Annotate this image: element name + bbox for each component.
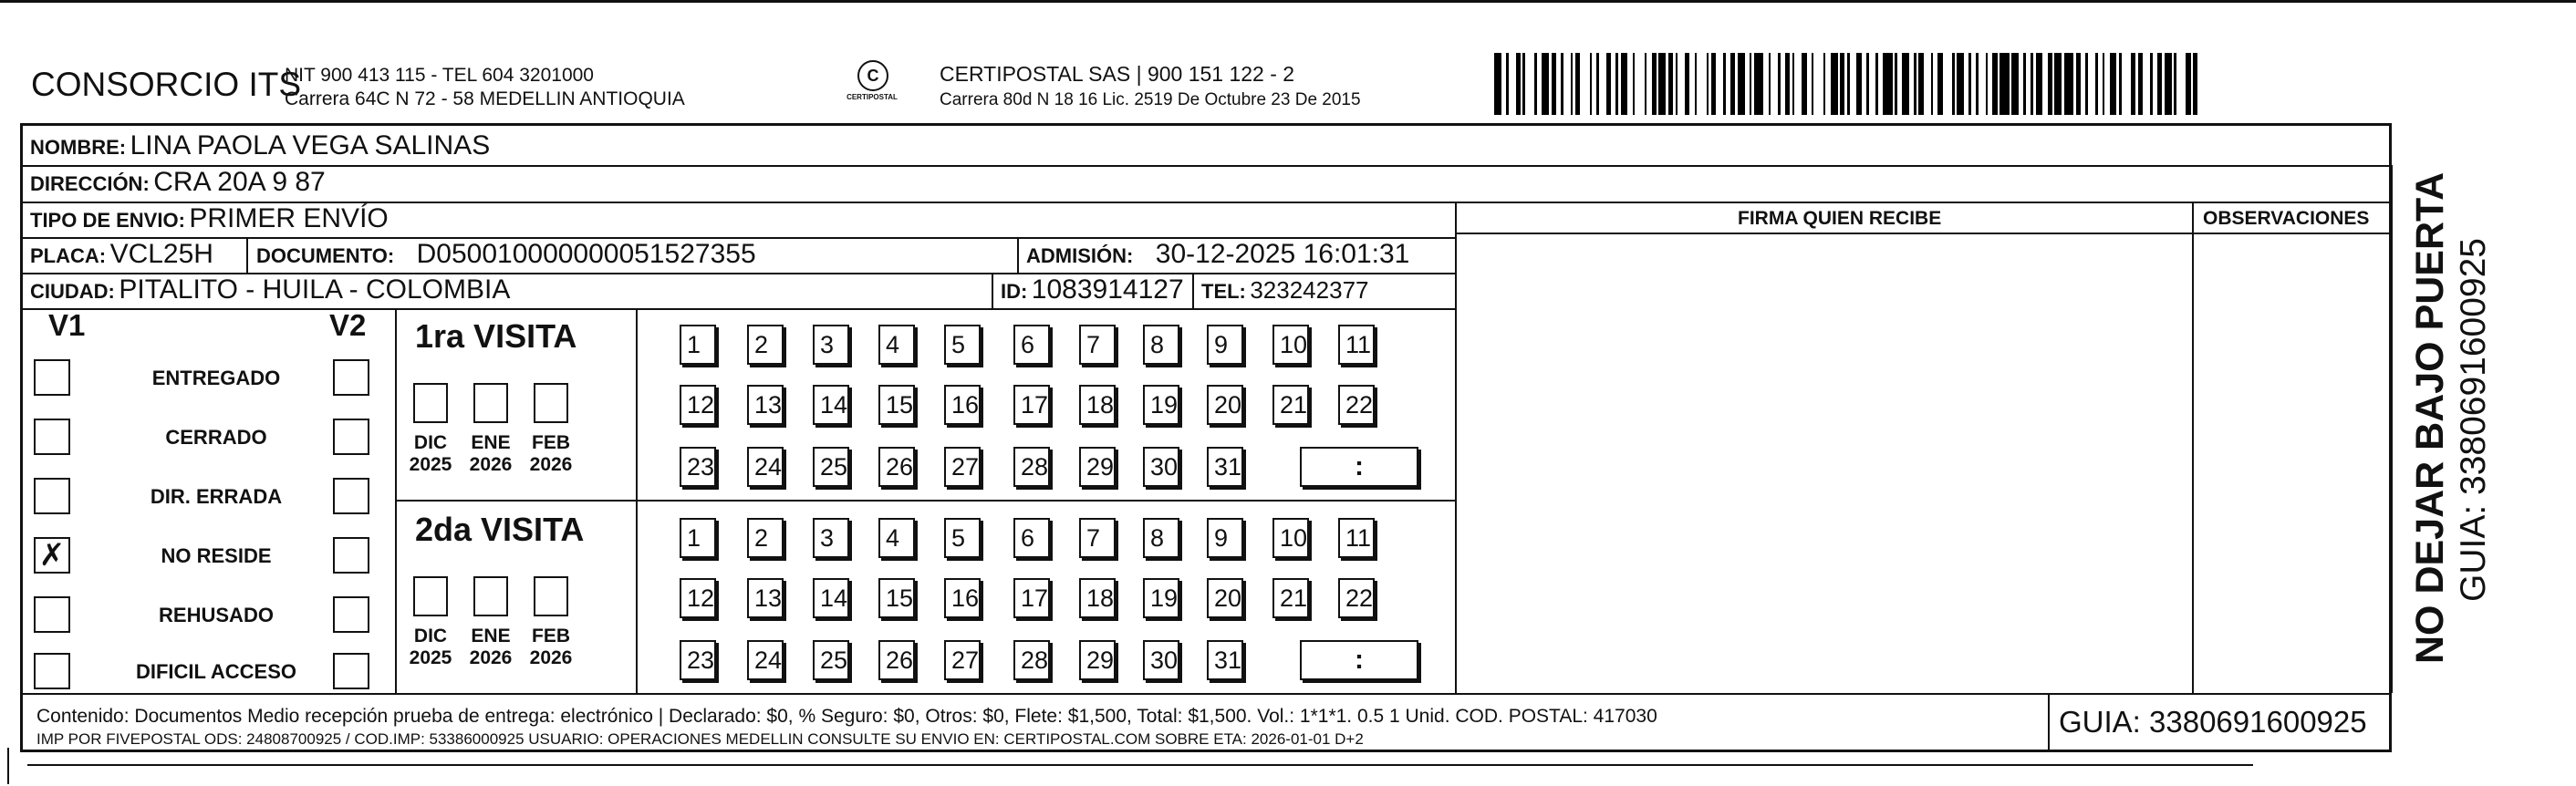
admision-value: 30-12-2025 16:01:31 <box>1155 239 1410 269</box>
month-checkbox[interactable] <box>534 576 568 616</box>
barcode-bar <box>1754 53 1763 115</box>
barcode-bar <box>1509 53 1516 115</box>
day-box[interactable]: 30 <box>1143 447 1179 487</box>
day-box[interactable]: 2 <box>747 325 784 365</box>
day-box[interactable]: 28 <box>1013 447 1050 487</box>
day-box[interactable]: 22 <box>1338 578 1375 618</box>
firma-header: FIRMA QUIEN RECIBE <box>1738 208 1942 229</box>
logo-text: CERTIPOSTAL <box>847 93 898 101</box>
company-name: CONSORCIO ITS <box>31 66 302 103</box>
month-year: 2026 <box>529 454 573 475</box>
day-box[interactable]: 15 <box>878 385 915 425</box>
status-option-label: NO RESIDE <box>161 544 272 567</box>
barcode-bar <box>1813 53 1823 115</box>
day-box[interactable]: 13 <box>747 578 784 618</box>
month-year: 2025 <box>409 647 452 668</box>
day-box[interactable]: 11 <box>1338 518 1375 558</box>
v1-checkbox[interactable] <box>34 537 70 574</box>
barcode-bar <box>1924 53 1931 115</box>
month-checkbox[interactable] <box>473 383 508 423</box>
day-box[interactable]: 8 <box>1143 325 1179 365</box>
month-name: DIC <box>413 432 448 453</box>
day-box[interactable]: 1 <box>680 325 716 365</box>
day-box[interactable]: 8 <box>1143 518 1179 558</box>
day-box[interactable]: 17 <box>1013 385 1050 425</box>
barcode-bar <box>1850 53 1857 115</box>
barcode-bar <box>2000 53 2009 115</box>
day-box[interactable]: 29 <box>1079 640 1116 680</box>
day-box[interactable]: 13 <box>747 385 784 425</box>
day-box[interactable]: 20 <box>1207 578 1243 618</box>
day-box[interactable]: 20 <box>1207 385 1243 425</box>
status-option-label: DIR. ERRADA <box>150 485 283 508</box>
day-box[interactable]: 3 <box>813 325 849 365</box>
barcode-bar <box>2064 53 2073 115</box>
certipostal-info <box>940 62 1361 110</box>
v2-checkbox[interactable] <box>333 653 369 689</box>
barcode-bar <box>2110 53 2117 115</box>
day-box[interactable]: 6 <box>1013 518 1050 558</box>
documento-value: D050010000000051527355 <box>416 239 756 269</box>
month-name: ENE <box>471 432 511 453</box>
v2-header: V2 <box>329 308 367 342</box>
day-box[interactable]: 31 <box>1207 640 1243 680</box>
id-label: ID: <box>1001 280 1028 303</box>
barcode-bar <box>2165 53 2172 115</box>
v1-checkbox[interactable] <box>34 653 70 689</box>
barcode <box>1494 53 2206 115</box>
day-box[interactable]: 21 <box>1272 385 1309 425</box>
barcode-bar <box>1697 53 1706 115</box>
day-box[interactable]: 15 <box>878 578 915 618</box>
v2-checkbox[interactable] <box>333 419 369 455</box>
v2-checkbox[interactable] <box>333 537 369 574</box>
day-box[interactable]: 19 <box>1143 578 1179 618</box>
barcode-bar <box>1563 53 1571 115</box>
v2-checkbox[interactable] <box>333 359 369 396</box>
barcode-bar <box>1869 53 1876 115</box>
barcode-bar <box>2011 53 2019 115</box>
barcode-bar <box>1580 53 1589 115</box>
day-box[interactable]: 28 <box>1013 640 1050 680</box>
month-checkbox[interactable] <box>413 576 448 616</box>
address-line: Carrera 64C N 72 - 58 MEDELLIN ANTIOQUIA <box>285 88 685 109</box>
delivery-form <box>20 123 2392 752</box>
footer-line-1: Contenido: Documentos Medio recepción prueba de entrega: electrónico | Declarado: $0, % Seguro: $0, Otros: $0, Flete: $1,500, Total: $1,500. Vol.: 1*1*1. 0.5 1 Unid. COD. POSTAL: 417030 <box>36 706 1657 727</box>
month-name: DIC <box>413 626 448 646</box>
v1-checkbox[interactable] <box>34 596 70 633</box>
id-value: 1083914127 <box>1031 274 1184 305</box>
barcode-bar <box>2122 53 2131 115</box>
day-box[interactable]: 7 <box>1079 325 1116 365</box>
tel-label: TEL: <box>1201 280 1246 303</box>
month-name: ENE <box>471 626 511 646</box>
day-box[interactable]: 4 <box>878 325 915 365</box>
direccion-row <box>30 167 326 198</box>
barcode-bar <box>2143 53 2150 115</box>
direccion-value: CRA 20A 9 87 <box>153 167 326 197</box>
v1-checkbox[interactable] <box>34 359 70 396</box>
barcode-bar <box>1494 53 1501 115</box>
barcode-bar <box>1621 53 1628 115</box>
day-box[interactable]: 14 <box>813 578 849 618</box>
barcode-bar <box>1794 53 1802 115</box>
v2-checkbox[interactable] <box>333 596 369 633</box>
tel-field <box>1201 276 1368 305</box>
barcode-bar <box>1635 53 1644 115</box>
direccion-label: DIRECCIÓN: <box>30 172 150 195</box>
side-guia-text: GUIA: 3380691600925 <box>2454 238 2493 602</box>
barcode-bar <box>1957 53 1964 115</box>
day-box[interactable]: 24 <box>747 447 784 487</box>
day-box[interactable]: 23 <box>680 640 716 680</box>
certipostal-logo <box>839 60 905 111</box>
month-label <box>465 432 516 476</box>
month-name: FEB <box>532 432 570 453</box>
footer-line-2: IMP POR FIVEPOSTAL ODS: 24808700925 / COD.IMP: 53386000925 USUARIO: OPERACIONES MEDELLIN CONSULTE SU ENVIO EN: CERTIPOSTAL.COM SOBRE ETA: 2026-01-01 D+2 <box>36 730 1364 748</box>
v1-checkbox[interactable] <box>34 478 70 514</box>
observaciones-header: OBSERVACIONES <box>2203 208 2370 229</box>
month-label <box>405 626 456 669</box>
v1-checkbox[interactable] <box>34 419 70 455</box>
day-box[interactable]: 3 <box>813 518 849 558</box>
barcode-bar <box>2176 53 2186 115</box>
day-box[interactable]: 5 <box>944 325 981 365</box>
logo-mark-icon: C <box>857 60 888 91</box>
nombre-row <box>30 130 490 161</box>
day-box[interactable]: 26 <box>878 640 915 680</box>
no-dejar-text: NO DEJAR BAJO PUERTA <box>2408 171 2452 664</box>
month-year: 2025 <box>409 454 452 475</box>
ciudad-value: PITALITO - HUILA - COLOMBIA <box>119 274 511 305</box>
company-info <box>285 64 685 111</box>
month-year: 2026 <box>469 647 513 668</box>
v1-header: V1 <box>48 308 86 342</box>
day-box[interactable]: 21 <box>1272 578 1309 618</box>
nit-line: NIT 900 413 115 - TEL 604 3201000 <box>285 65 594 86</box>
day-box[interactable]: 2 <box>747 518 784 558</box>
day-box[interactable]: 31 <box>1207 447 1243 487</box>
month-year: 2026 <box>529 647 573 668</box>
month-year: 2026 <box>469 454 513 475</box>
month-checkbox[interactable] <box>534 383 568 423</box>
barcode-bar <box>1771 53 1778 115</box>
day-box[interactable]: 5 <box>944 518 981 558</box>
month-label <box>405 432 456 476</box>
barcode-bar <box>2088 53 2095 115</box>
placa-field <box>30 239 213 270</box>
barcode-bar <box>1738 53 1745 115</box>
bottom-rule <box>27 764 2253 766</box>
status-option-label: CERRADO <box>165 426 267 449</box>
day-box[interactable]: 27 <box>944 640 981 680</box>
tipo-row <box>30 203 389 234</box>
nombre-value: LINA PAOLA VEGA SALINAS <box>130 130 491 160</box>
tel-value: 323242377 <box>1250 276 1369 304</box>
barcode-bar <box>1678 53 1685 115</box>
day-box[interactable]: 9 <box>1207 518 1243 558</box>
day-box[interactable]: 7 <box>1079 518 1116 558</box>
first-visit-title: 1ra VISITA <box>415 317 577 355</box>
day-box[interactable]: 23 <box>680 447 716 487</box>
documento-field <box>256 239 756 270</box>
day-box[interactable]: 14 <box>813 385 849 425</box>
barcode-bar <box>1902 53 1909 115</box>
top-border <box>0 0 2576 32</box>
month-checkbox[interactable] <box>413 383 448 423</box>
day-box[interactable]: 18 <box>1079 578 1116 618</box>
day-box[interactable]: 24 <box>747 640 784 680</box>
barcode-bar <box>1542 53 1549 115</box>
barcode-bar <box>1979 53 1986 115</box>
month-label <box>525 626 576 669</box>
placa-label: PLACA: <box>30 244 107 267</box>
tipo-label: TIPO DE ENVIO: <box>30 209 185 232</box>
v2-checkbox[interactable] <box>333 478 369 514</box>
barcode-bar <box>1599 53 1606 115</box>
month-label <box>525 432 576 476</box>
day-box[interactable]: 27 <box>944 447 981 487</box>
day-box[interactable]: 12 <box>680 578 716 618</box>
day-box[interactable]: 9 <box>1207 325 1243 365</box>
id-field <box>1001 274 1184 305</box>
time-field[interactable]: : <box>1300 640 1418 680</box>
day-box[interactable]: 16 <box>944 578 981 618</box>
second-visit-title: 2da VISITA <box>415 511 585 548</box>
barcode-bar <box>2036 53 2043 115</box>
status-option-label: ENTREGADO <box>151 367 281 389</box>
barcode-bar <box>1716 53 1723 115</box>
day-box[interactable]: 1 <box>680 518 716 558</box>
day-box[interactable]: 4 <box>878 518 915 558</box>
barcode-bar <box>1943 53 1952 115</box>
admision-field <box>1026 239 1409 270</box>
ciudad-label: CIUDAD: <box>30 280 115 303</box>
barcode-bar <box>2197 53 2205 115</box>
barcode-bar <box>2054 53 2062 115</box>
day-box[interactable]: 16 <box>944 385 981 425</box>
day-box[interactable]: 22 <box>1338 385 1375 425</box>
barcode-bar <box>1658 53 1666 115</box>
status-option-label: REHUSADO <box>159 604 274 626</box>
day-box[interactable]: 10 <box>1272 518 1309 558</box>
day-box[interactable]: 17 <box>1013 578 1050 618</box>
day-box[interactable]: 18 <box>1079 385 1116 425</box>
admision-label: ADMISIÓN: <box>1026 244 1134 267</box>
left-tick <box>7 748 9 784</box>
ciudad-field <box>30 274 510 305</box>
certi-line-2: Carrera 80d N 18 16 Lic. 2519 De Octubre 23 De 2015 <box>940 90 1361 109</box>
barcode-bar <box>1883 53 1892 115</box>
day-box[interactable]: 10 <box>1272 325 1309 365</box>
barcode-bar <box>1831 53 1838 115</box>
check-mark-icon: ✗ <box>38 538 66 573</box>
day-box[interactable]: 25 <box>813 447 849 487</box>
month-checkbox[interactable] <box>473 576 508 616</box>
time-field[interactable]: : <box>1300 447 1418 487</box>
nombre-label: NOMBRE: <box>30 136 127 159</box>
month-name: FEB <box>532 626 570 646</box>
certi-line-1: CERTIPOSTAL SAS | 900 151 122 - 2 <box>940 62 1295 86</box>
day-box[interactable]: 6 <box>1013 325 1050 365</box>
status-option-label: DIFICIL ACCESO <box>135 660 296 683</box>
footer-guia: GUIA: 3380691600925 <box>2059 705 2367 739</box>
day-box[interactable]: 25 <box>813 640 849 680</box>
documento-label: DOCUMENTO: <box>256 244 395 267</box>
month-label <box>465 626 516 669</box>
day-box[interactable]: 26 <box>878 447 915 487</box>
placa-value: VCL25H <box>109 239 213 269</box>
day-box[interactable]: 19 <box>1143 385 1179 425</box>
barcode-bar <box>1525 53 1534 115</box>
day-box[interactable]: 29 <box>1079 447 1116 487</box>
tipo-value: PRIMER ENVÍO <box>189 203 389 233</box>
day-box[interactable]: 12 <box>680 385 716 425</box>
day-box[interactable]: 30 <box>1143 640 1179 680</box>
day-box[interactable]: 11 <box>1338 325 1375 365</box>
